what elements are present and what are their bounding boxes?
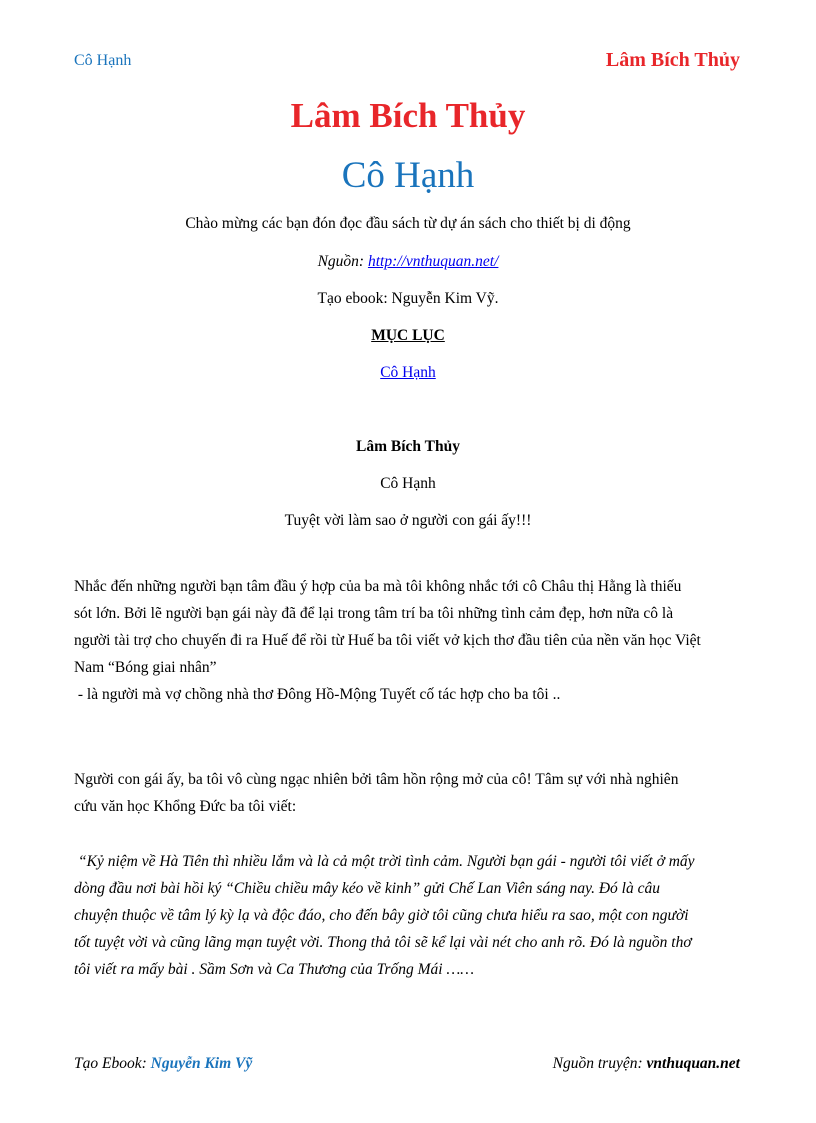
footer-source: [553, 1055, 740, 1073]
creator-line: Tạo ebook: Nguyễn Kim Vỹ.: [317, 290, 499, 307]
header-book-title: Cô Hạnh: [74, 52, 132, 69]
paragraph-line: Nhắc đến những người bạn tâm đầu ý hợp của ba mà tôi không nhắc tới cô Châu thị Hằng là thiếu: [74, 578, 682, 595]
quote-line: dòng đầu nơi bài hồi ký “Chiều chiều mây kéo về kinh” gửi Chế Lan Viên sáng nay. Đó là câu: [74, 880, 660, 897]
quote-line: “Kỷ niệm về Hà Tiên thì nhiều lắm và là cả một trời tình cảm. Người bạn gái - người tôi viết ở mấy: [78, 853, 695, 870]
footer-creator: [74, 1055, 252, 1073]
paragraph-1: [74, 573, 746, 708]
quote-paragraph: [74, 848, 746, 983]
paragraph-2: [74, 766, 746, 820]
footer-creator-name: Nguyễn Kim Vỹ: [150, 1055, 253, 1072]
paragraph-line: Nam “Bóng giai nhân”: [74, 659, 217, 676]
section-tagline: Tuyệt vời làm sao ở người con gái ấy!!!: [284, 512, 532, 529]
toc-title: MỤC LỤC: [371, 327, 445, 344]
footer-source-label: Nguồn truyện:: [552, 1055, 647, 1072]
quote-line: tôi viết ra mấy bài . Sầm Sơn và Ca Thương của Trống Mái ……: [74, 961, 475, 978]
paragraph-line: - là người mà vợ chồng nhà thơ Đông Hồ-Mộng Tuyết cố tác hợp cho ba tôi ..: [74, 686, 561, 703]
toc-list: [0, 364, 816, 382]
source-link[interactable]: http://vnthuquan.net/: [367, 253, 499, 270]
title-book: Cô Hạnh: [341, 155, 475, 196]
paragraph-line: người tài trợ cho chuyến đi ra Huế để rồi từ Huế ba tôi viết vở kịch thơ đầu tiên của nền văn học Việt: [74, 632, 701, 649]
source-line: [0, 253, 816, 271]
header-author: Lâm Bích Thủy: [605, 49, 740, 71]
toc-item-co-hanh[interactable]: Cô Hạnh: [380, 364, 436, 381]
title-author: Lâm Bích Thủy: [290, 96, 526, 135]
quote-line: chuyện thuộc về tâm lý kỳ lạ và độc đáo, cho đến bây giờ tôi cũng chưa hiểu ra sao, một con người: [74, 907, 689, 924]
paragraph-line: Người con gái ấy, ba tôi vô cùng ngạc nhiên bởi tâm hồn rộng mở của cô! Tâm sự với nhà nghiên: [74, 771, 679, 788]
footer-creator-label: Tạo Ebook:: [74, 1055, 151, 1072]
source-label: Nguồn:: [317, 253, 368, 270]
footer-source-site: vnthuquan.net: [646, 1055, 740, 1072]
paragraph-line: cứu văn học Khổng Đức ba tôi viết:: [74, 798, 297, 815]
welcome-text: Chào mừng các bạn đón đọc đầu sách từ dự án sách cho thiết bị di động: [185, 215, 631, 232]
section-author: Lâm Bích Thủy: [356, 438, 460, 455]
paragraph-line: sót lớn. Bởi lẽ người bạn gái này đã để lại trong tâm trí ba tôi những tình cảm đẹp, hơn nữa cô là: [74, 605, 674, 622]
quote-line: tốt tuyệt vời và cũng lãng mạn tuyệt vời. Thong thả tôi sẽ kể lại vài nét cho anh rõ. Đó là nguồn thơ: [74, 934, 692, 951]
section-title: Cô Hạnh: [380, 475, 436, 492]
